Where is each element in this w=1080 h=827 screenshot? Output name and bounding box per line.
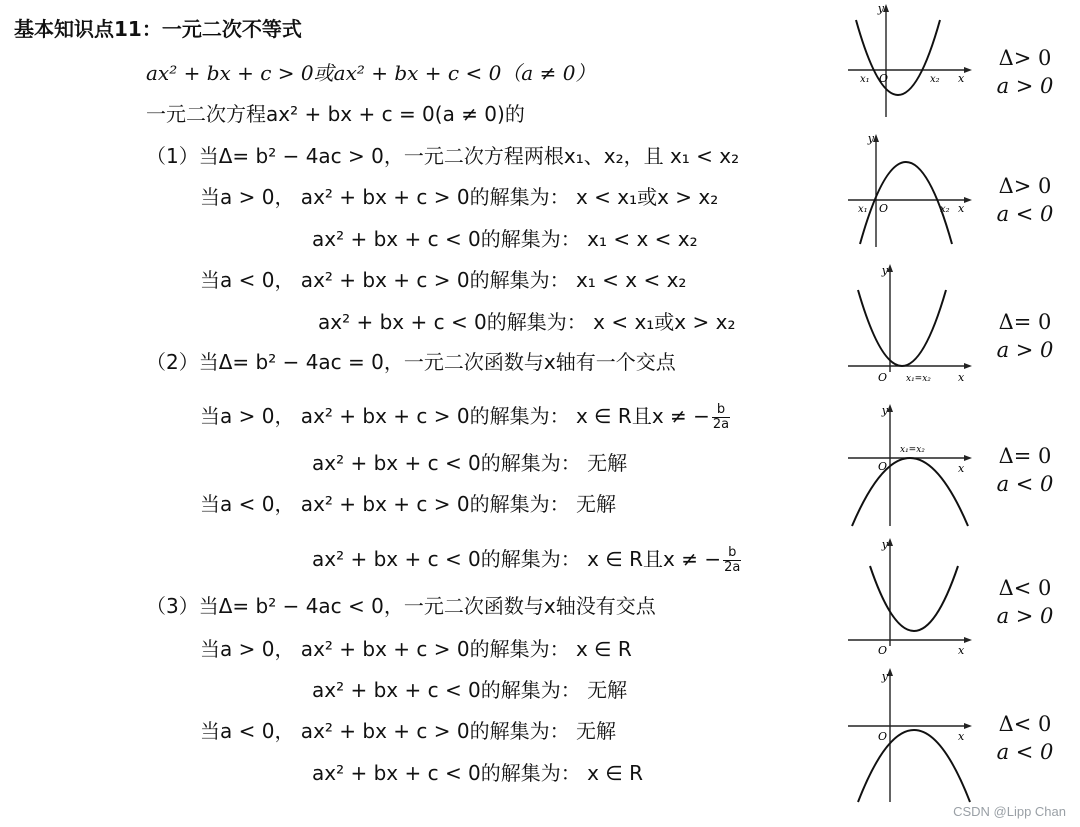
origin-label: O [879, 202, 889, 215]
case2-a-negative-lt-text: ax² + bx + c < 0的解集为： x ∈ R且x ≠ − [312, 547, 722, 571]
x-axis-label: x [958, 72, 965, 85]
double-root-label: x₁=x₂ [906, 374, 931, 384]
origin-label: O [878, 644, 888, 657]
condition-label [980, 172, 1070, 228]
case2-a-positive-gt [200, 403, 730, 432]
origin-label: O [878, 460, 888, 473]
double-root-label: x₁=x₂ [900, 445, 925, 455]
root-x1-label: x₁ [858, 204, 868, 215]
case3-a-negative-lt: ax² + bx + c < 0的解集为： x ∈ R [312, 761, 644, 785]
x-axis-label: x [958, 462, 965, 475]
y-axis-label: y [881, 404, 888, 417]
a-condition: a < 0 [996, 740, 1054, 764]
case1-a-negative-lt: ax² + bx + c < 0的解集为： x < x₁或x > x₂ [318, 310, 736, 334]
fraction [712, 403, 730, 432]
case3-a-positive-lt: ax² + bx + c < 0的解集为： 无解 [312, 678, 628, 702]
parabola-graph-delta-zero-a-pos [846, 262, 976, 392]
origin-label: O [878, 371, 888, 384]
case2-a-negative-gt: 当a < 0， ax² + bx + c > 0的解集为： 无解 [200, 492, 616, 516]
case3-heading: （3）当Δ= b² − 4ac < 0，一元二次函数与x轴没有交点 [146, 594, 656, 618]
parabola-graph-delta-neg-a-pos [846, 536, 976, 660]
case1-a-negative-gt: 当a < 0， ax² + bx + c > 0的解集为： x₁ < x < x₂ [200, 268, 687, 292]
origin-label: O [879, 72, 889, 85]
parabola-graph-delta-pos-a-neg [846, 132, 976, 252]
a-condition: a < 0 [996, 202, 1054, 226]
delta-condition: Δ> 0 [998, 46, 1052, 70]
a-condition: a < 0 [996, 472, 1054, 496]
delta-condition: Δ= 0 [998, 310, 1052, 334]
root-x2-label: x₂ [930, 74, 940, 85]
x-axis-label: x [958, 644, 965, 657]
condition-label [980, 44, 1070, 100]
fraction [723, 546, 741, 575]
case1-heading: （1）当Δ= b² − 4ac > 0，一元二次方程两根x₁、x₂，且 x₁ < x₂ [146, 144, 740, 168]
page-title: 基本知识点11：一元二次不等式 [14, 17, 302, 41]
y-axis-label: y [881, 670, 888, 683]
parabola-graph-delta-neg-a-neg [846, 666, 976, 806]
a-condition: a > 0 [996, 338, 1054, 362]
root-x1-label: x₁ [860, 74, 870, 85]
condition-label [980, 442, 1070, 498]
condition-label [980, 574, 1070, 630]
case1-a-positive-lt: ax² + bx + c < 0的解集为： x₁ < x < x₂ [312, 227, 698, 251]
case2-a-positive-gt-text: 当a > 0， ax² + bx + c > 0的解集为： x ∈ R且x ≠ − [200, 404, 710, 428]
root-x2-label: x₂ [940, 204, 950, 215]
fraction-denominator: 2a [712, 417, 730, 432]
x-axis-label: x [958, 371, 965, 384]
case3-a-positive-gt: 当a > 0， ax² + bx + c > 0的解集为： x ∈ R [200, 637, 632, 661]
condition-label [980, 308, 1070, 364]
y-axis-label: y [867, 132, 874, 145]
delta-condition: Δ> 0 [998, 174, 1052, 198]
y-axis-label: y [877, 2, 884, 15]
a-condition: a > 0 [996, 604, 1054, 628]
parabola-graph-delta-zero-a-neg [846, 402, 976, 532]
case2-a-negative-lt [312, 546, 741, 575]
y-axis-label: y [881, 538, 888, 551]
fraction-numerator: b [712, 403, 730, 418]
x-axis-label: x [958, 730, 965, 743]
case2-heading: （2）当Δ= b² − 4ac = 0，一元二次函数与x轴有一个交点 [146, 350, 676, 374]
origin-label: O [878, 730, 888, 743]
parabola-graph-delta-pos-a-pos [846, 2, 976, 122]
watermark: CSDN @Lipp Chan [953, 804, 1066, 819]
x-axis-label: x [958, 202, 965, 215]
fraction-numerator: b [723, 546, 741, 561]
case1-a-positive-gt: 当a > 0， ax² + bx + c > 0的解集为： x < x₁或x > x₂ [200, 185, 719, 209]
case2-a-positive-lt: ax² + bx + c < 0的解集为： 无解 [312, 451, 628, 475]
y-axis-label: y [881, 264, 888, 277]
a-condition: a > 0 [996, 74, 1054, 98]
delta-condition: Δ< 0 [998, 712, 1052, 736]
quadratic-equation-intro: 一元二次方程ax² + bx + c = 0(a ≠ 0)的 [146, 102, 525, 126]
delta-condition: Δ= 0 [998, 444, 1052, 468]
inequality-forms: ax² + bx + c > 0或ax² + bx + c < 0（a ≠ 0） [146, 61, 596, 85]
fraction-denominator: 2a [724, 560, 741, 575]
condition-label [980, 710, 1070, 766]
case3-a-negative-gt: 当a < 0， ax² + bx + c > 0的解集为： 无解 [200, 719, 616, 743]
delta-condition: Δ< 0 [998, 576, 1052, 600]
